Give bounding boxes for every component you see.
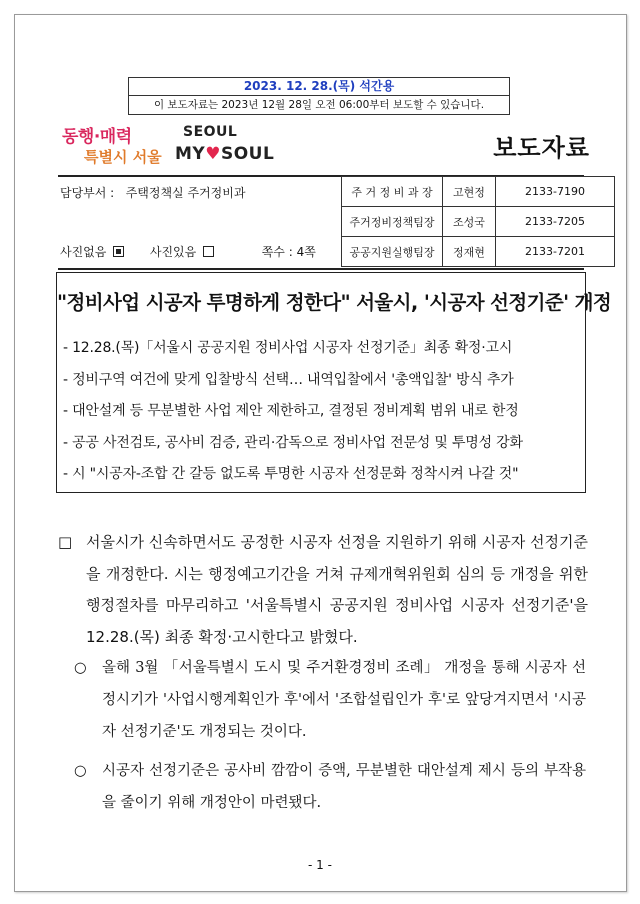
brand-logo-my-soul [175, 144, 274, 164]
with-photo-label: 사진있음 [149, 245, 197, 259]
seoul-my-soul-logo [175, 124, 275, 168]
seoul-city-logo-line1: 동행·매력 [62, 127, 132, 147]
summary-bullet: - 대안설계 등 무분별한 사업 제안 제한하고, 결정된 정비계획 범위 내로 한정 [63, 403, 519, 419]
embargo-note: 이 보도자료는 2023년 12월 28일 오전 06:00부터 보도할 수 있습니다. [153, 99, 485, 111]
brand-logo-seoul: SEOUL [183, 124, 238, 140]
main-paragraph-text: 서울시가 신속하면서도 공정한 시공자 선정을 지원하기 위해 시공자 선정기준을 개정한다. 시는 행정예고기간을 거쳐 규제개혁위원회 심의 등 개정을 위한 행정절차를 마무리하고 '서울특별시 공공지원 정비사업 시공자 선정기준'을 12.28.(목) 최종 확정·고시한다고 밝혔다. [86, 533, 588, 646]
contact-name: 고현정 [443, 177, 496, 207]
embargo-date: 2023. 12. 28.(목) 석간용 [129, 78, 509, 96]
circle-bullet-icon: ○ [74, 660, 87, 676]
summary-bullet: - 시 "시공자-조합 간 갈등 없도록 투명한 시공자 선정문화 정착시켜 나갈 것" [63, 466, 519, 482]
sub-paragraph-text: 올해 3월 「서울특별시 도시 및 주거환경정비 조례」 개정을 통해 시공자 선정시기가 '사업시행계획인가 후'에서 '조합설립인가 후'로 앞당겨지면서 '시공자 선정기준'도 개정되는 것이다. [102, 660, 586, 740]
headline: "정비사업 시공자 투명하게 정한다" 서울시, '시공자 선정기준' 개정 [57, 291, 612, 314]
department-value: 주택정책실 주거정비과 [125, 186, 246, 200]
no-photo-checkbox-icon [113, 246, 124, 257]
sub-paragraph [74, 755, 586, 819]
contact-role: 공공지원실행팀장 [342, 237, 443, 267]
contact-name: 조성국 [443, 207, 496, 237]
contact-phone: 2133-7190 [496, 177, 615, 207]
main-paragraph [58, 527, 588, 653]
summary-bullet: - 12.28.(목)「서울시 공공지원 정비사업 시공자 선정기준」최종 확정·고시 [63, 340, 513, 356]
contact-role: 주거정비정책팀장 [342, 207, 443, 237]
summary-bullet: - 공공 사전검토, 공사비 검증, 관리·감독으로 정비사업 전문성 및 투명성 강화 [63, 434, 523, 451]
summary-bullets [63, 333, 523, 491]
seoul-city-logo [62, 122, 162, 170]
with-photo-checkbox-icon [203, 246, 214, 257]
contacts-table [341, 176, 615, 267]
contact-phone: 2133-7205 [496, 207, 615, 237]
summary-bullet: - 정비구역 여건에 맞게 입찰방식 선택… 내역입찰에서 '총액입찰' 방식 추가 [63, 371, 514, 388]
contact-name: 정재현 [443, 237, 496, 267]
square-bullet-icon: □ [58, 533, 73, 551]
contact-row [342, 177, 615, 207]
headline-box [56, 272, 612, 493]
contact-phone: 2133-7201 [496, 237, 615, 267]
brand-logo-my: MY [175, 144, 206, 164]
contact-role: 주 거 정 비 과 장 [342, 177, 443, 207]
department-line [60, 184, 245, 201]
brand-logo-soul: SOUL [220, 144, 275, 164]
document-type-title: 보도자료 [493, 134, 590, 162]
photo-info-row [60, 243, 316, 260]
no-photo-label: 사진없음 [60, 245, 107, 259]
seoul-city-logo-line2: 특별시 서울 [84, 148, 162, 166]
heart-icon: ♥ [205, 144, 221, 164]
header-rule-bottom [58, 268, 584, 270]
circle-bullet-icon: ○ [74, 763, 87, 779]
sub-paragraph-text: 시공자 선정기준은 공사비 깜깜이 증액, 무분별한 대안설계 제시 등의 부작용을 줄이기 위해 개정안이 마련됐다. [102, 763, 586, 811]
page-count: 쪽수 : 4쪽 [261, 245, 316, 259]
contact-row [342, 207, 615, 237]
department-label: 담당부서 : [60, 186, 115, 200]
sub-paragraph [74, 652, 586, 748]
embargo-box [128, 77, 510, 115]
page-number: - 1 - [308, 858, 332, 872]
contact-row [342, 237, 615, 267]
